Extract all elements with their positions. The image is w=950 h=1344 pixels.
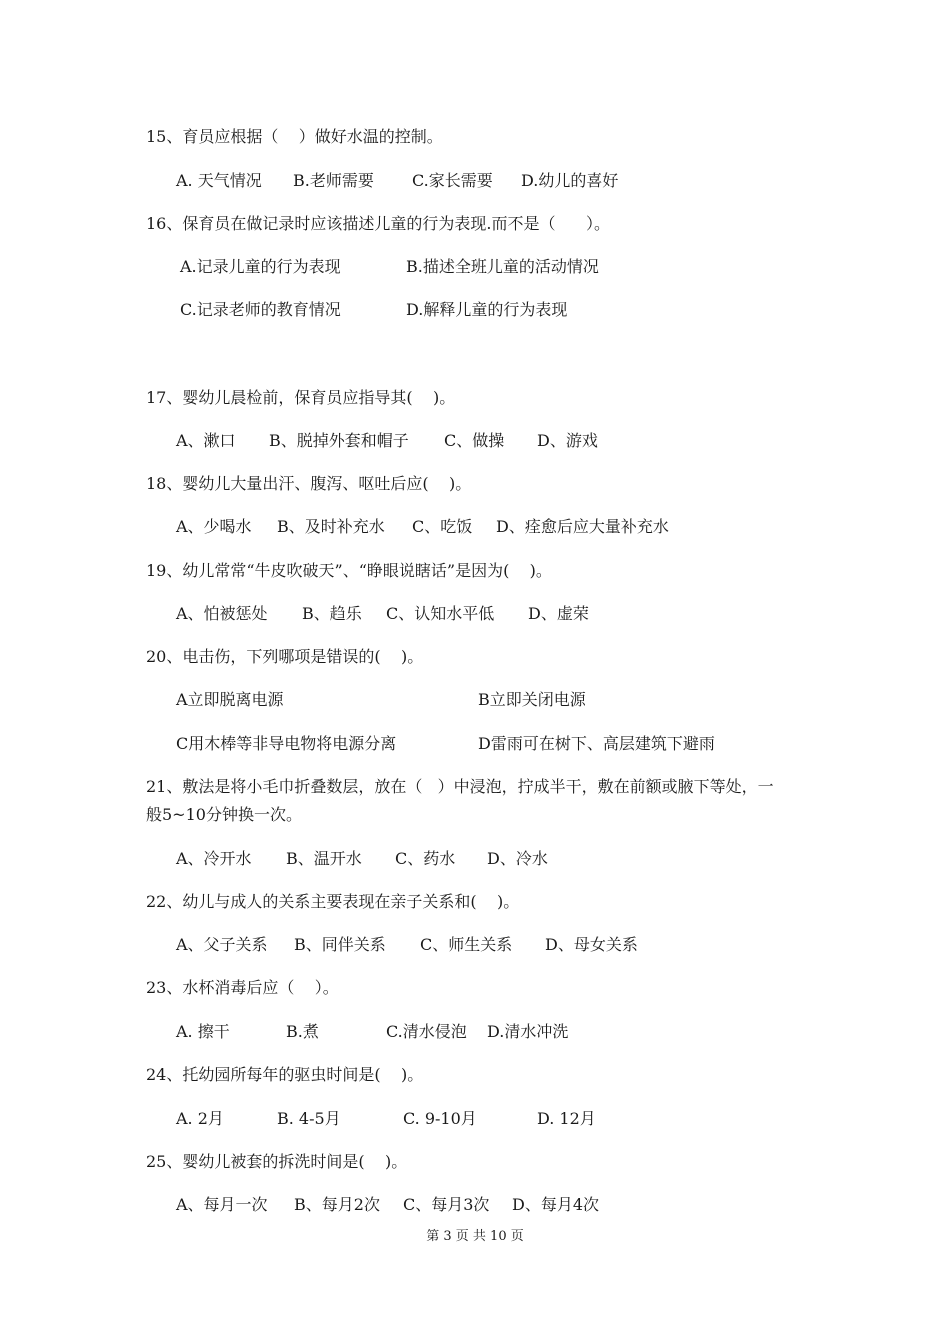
- q20-option-c: C用木棒等非导电物将电源分离: [176, 734, 397, 753]
- q20-option-a: A立即脱离电源: [176, 690, 284, 709]
- q23-option-a: A. 擦干: [176, 1022, 230, 1041]
- q24-option-c: C. 9-10月: [403, 1109, 477, 1128]
- question-18-stem: 18、婴幼儿大量出汗、腹泻、呕吐后应( )。: [146, 474, 472, 493]
- q15-option-c: C.家长需要: [412, 171, 493, 190]
- question-21-stem-line-2: 般5~10分钟换一次。: [146, 805, 302, 824]
- q23-option-c: C.清水侵泡: [386, 1022, 467, 1041]
- question-17-stem: 17、婴幼儿晨检前，保育员应指导其( )。: [146, 388, 456, 407]
- q21-option-a: A、冷开水: [176, 849, 252, 868]
- q20-option-b: B立即关闭电源: [478, 690, 586, 709]
- q18-option-a: A、少喝水: [176, 517, 252, 536]
- q18-option-d: D、痊愈后应大量补充水: [496, 517, 669, 536]
- q22-option-b: B、同伴关系: [294, 935, 386, 954]
- q25-option-b: B、每月2次: [294, 1195, 380, 1214]
- q15-option-b: B.老师需要: [293, 171, 374, 190]
- q21-option-c: C、药水: [395, 849, 456, 868]
- question-23-stem: 23、水杯消毒后应（ ）。: [146, 978, 339, 997]
- q17-option-b: B、脱掉外套和帽子: [269, 431, 409, 450]
- question-19-stem: 19、幼儿常常“牛皮吹破天”、“睁眼说瞎话”是因为( )。: [146, 561, 552, 580]
- q22-option-a: A、父子关系: [176, 935, 268, 954]
- q21-option-d: D、冷水: [487, 849, 548, 868]
- q16-option-a: A.记录儿童的行为表现: [180, 257, 341, 276]
- q17-option-a: A、漱口: [176, 431, 236, 450]
- q19-option-b: B、趋乐: [302, 604, 362, 623]
- q25-option-a: A、每月一次: [176, 1195, 268, 1214]
- question-25-stem: 25、婴幼儿被套的拆洗时间是( )。: [146, 1152, 408, 1171]
- q18-option-b: B、及时补充水: [277, 517, 385, 536]
- q24-option-d: D. 12月: [537, 1109, 596, 1128]
- q25-option-c: C、每月3次: [403, 1195, 490, 1214]
- q15-option-a: A. 天气情况: [176, 171, 262, 190]
- q23-option-d: D.清水冲洗: [487, 1022, 569, 1041]
- q16-option-b: B.描述全班儿童的活动情况: [406, 257, 599, 276]
- question-16-stem: 16、保育员在做记录时应该描述儿童的行为表现.而不是（ ）。: [146, 214, 610, 233]
- question-22-stem: 22、幼儿与成人的关系主要表现在亲子关系和( )。: [146, 892, 520, 911]
- q22-option-c: C、师生关系: [420, 935, 513, 954]
- q16-option-c: C.记录老师的教育情况: [180, 300, 341, 319]
- question-20-stem: 20、电击伤，下列哪项是错误的( )。: [146, 647, 424, 666]
- q18-option-c: C、吃饭: [412, 517, 473, 536]
- q19-option-d: D、虚荣: [528, 604, 589, 623]
- q15-option-d: D.幼儿的喜好: [521, 171, 619, 190]
- q24-option-a: A. 2月: [176, 1109, 224, 1128]
- question-21-stem-line-1: 21、敷法是将小毛巾折叠数层，放在（ ）中浸泡，拧成半干，敷在前额或腋下等处，一: [146, 777, 774, 796]
- question-24-stem: 24、托幼园所每年的驱虫时间是( )。: [146, 1065, 424, 1084]
- q25-option-d: D、每月4次: [512, 1195, 600, 1214]
- q16-option-d: D.解释儿童的行为表现: [406, 300, 568, 319]
- q23-option-b: B.煮: [286, 1022, 319, 1041]
- q22-option-d: D、母女关系: [545, 935, 638, 954]
- q21-option-b: B、温开水: [286, 849, 362, 868]
- page-number-footer: 第 3 页 共 10 页: [426, 1229, 524, 1244]
- q24-option-b: B. 4-5月: [277, 1109, 341, 1128]
- question-15-stem: 15、育员应根据（ ）做好水温的控制。: [146, 127, 443, 146]
- q17-option-d: D、游戏: [537, 431, 598, 450]
- q19-option-a: A、怕被惩处: [176, 604, 268, 623]
- q19-option-c: C、认知水平低: [386, 604, 495, 623]
- q20-option-d: D雷雨可在树下、高层建筑下避雨: [478, 734, 715, 753]
- q17-option-c: C、做操: [444, 431, 505, 450]
